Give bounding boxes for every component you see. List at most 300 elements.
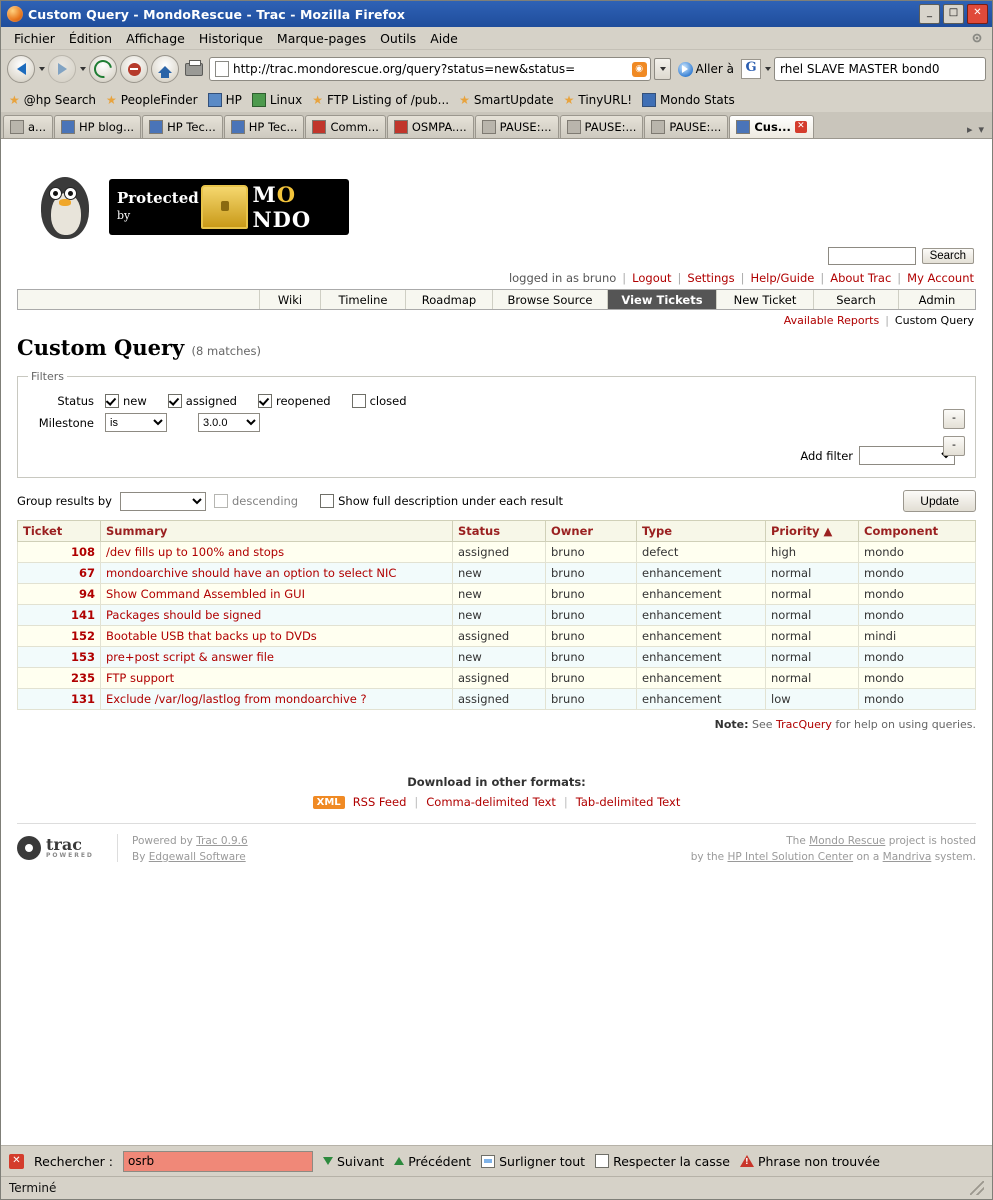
tab-strip xyxy=(1,112,992,139)
add-filter-label: Add filter xyxy=(800,448,853,463)
cell-component: mondo xyxy=(859,647,976,668)
bookmark-mondo-stats[interactable] xyxy=(642,93,735,107)
go-label: Aller à xyxy=(695,62,734,76)
download-sep: | xyxy=(414,795,419,809)
menu-historique[interactable]: Historique xyxy=(198,30,263,46)
summary-link[interactable]: Packages should be signed xyxy=(106,608,262,622)
col-component[interactable]: Component xyxy=(859,521,976,542)
tab-label: a... xyxy=(28,120,47,134)
trac-word-text: trac xyxy=(46,835,82,854)
trac-logo[interactable] xyxy=(17,834,118,862)
search-engine-dropdown-icon[interactable] xyxy=(765,67,771,71)
cell-status: new xyxy=(453,584,546,605)
checkbox-full-description-icon[interactable] xyxy=(320,494,334,508)
match-case-label: Respecter la casse xyxy=(613,1153,730,1169)
back-button[interactable] xyxy=(7,55,35,83)
cell-ticket xyxy=(18,542,101,563)
rss-icon[interactable]: ◉ xyxy=(632,62,647,77)
table-row[interactable] xyxy=(18,542,976,563)
powered-line2 xyxy=(132,850,248,866)
bookmark-label: SmartUpdate xyxy=(473,93,554,107)
metanav-about-trac[interactable]: About Trac xyxy=(830,271,892,285)
milestone-value-select[interactable] xyxy=(198,413,260,432)
milestone-label: Milestone xyxy=(38,415,94,430)
trac-page xyxy=(1,139,992,866)
menu-affichage[interactable]: Affichage xyxy=(126,30,185,46)
nav-wiki[interactable]: Wiki xyxy=(260,290,321,309)
firefox-icon xyxy=(7,6,23,22)
page-title xyxy=(17,335,976,360)
status-label: Status xyxy=(57,394,94,408)
cell-priority: normal xyxy=(766,626,859,647)
mondo-logo xyxy=(109,179,349,235)
nav-search[interactable]: Search xyxy=(814,290,899,309)
table-row[interactable] xyxy=(18,584,976,605)
ticket-link[interactable]: 131 xyxy=(70,692,95,706)
note-prefix: Note: xyxy=(714,718,749,731)
note-suffix: for help on using queries. xyxy=(835,718,976,731)
reload-button[interactable] xyxy=(89,55,117,83)
forward-button[interactable] xyxy=(48,55,76,83)
download-rss-feed[interactable]: RSS Feed xyxy=(352,795,407,809)
url-dropdown-button[interactable] xyxy=(654,58,671,80)
status-reopened-label: reopened xyxy=(275,394,331,408)
col-ticket[interactable]: Ticket xyxy=(18,521,101,542)
metanav-help-guide[interactable]: Help/Guide xyxy=(750,271,815,285)
powered-by-label: Powered by xyxy=(132,835,193,847)
group-results-row xyxy=(17,490,976,512)
table-header-row xyxy=(18,521,976,542)
trac-search-row xyxy=(17,247,976,265)
status-closed-label: closed xyxy=(369,394,407,408)
cell-ticket xyxy=(18,689,101,710)
logo-chest-icon xyxy=(201,185,248,229)
tab-osmpa[interactable] xyxy=(387,115,474,138)
update-button[interactable]: Update xyxy=(903,490,976,512)
cell-priority: high xyxy=(766,542,859,563)
group-results-label: Group results by xyxy=(17,494,112,508)
cell-owner: bruno xyxy=(546,584,637,605)
cell-status: new xyxy=(453,605,546,626)
by-label: By xyxy=(132,850,146,863)
full-description-toggle[interactable] xyxy=(320,494,563,508)
summary-link[interactable]: Exclude /var/log/lastlog from mondoarchive ? xyxy=(106,692,367,706)
checkbox-assigned-icon[interactable] xyxy=(168,394,182,408)
highlight-all-button[interactable] xyxy=(481,1154,585,1169)
page-title-text: Custom Query xyxy=(17,335,185,360)
nav-view-tickets[interactable]: View Tickets xyxy=(608,290,717,309)
find-next-label: Suivant xyxy=(336,1153,385,1169)
forward-arrow-icon xyxy=(58,63,67,75)
tab-label: OSMPA.... xyxy=(411,120,467,134)
menu-bar xyxy=(1,27,992,50)
milestone-operator-select[interactable] xyxy=(105,413,167,432)
resize-grip[interactable] xyxy=(970,1181,984,1195)
tab-close-icon[interactable]: ✕ xyxy=(795,121,807,133)
cell-component: mondo xyxy=(859,689,976,710)
footer-right-line1 xyxy=(691,834,976,850)
metanav-my-account[interactable]: My Account xyxy=(907,271,974,285)
summary-link[interactable]: pre+post script & answer file xyxy=(106,650,275,664)
trac-powered-text: POWERED xyxy=(46,852,94,859)
cell-type: enhancement xyxy=(637,689,766,710)
download-title: Download in other formats: xyxy=(407,775,586,789)
download-links xyxy=(17,795,976,809)
remove-milestone-filter-button[interactable]: - xyxy=(943,436,965,456)
subnav-sep: | xyxy=(885,314,889,327)
col-priority[interactable]: Priority ▲ xyxy=(766,521,859,542)
menu-outils[interactable]: Outils xyxy=(380,30,417,46)
summary-link[interactable]: Show Command Assembled in GUI xyxy=(106,587,305,601)
download-sep: | xyxy=(563,795,568,809)
ticket-link[interactable]: 152 xyxy=(70,629,95,643)
cell-owner: bruno xyxy=(546,542,637,563)
stop-button[interactable] xyxy=(120,55,148,83)
tab-label: PAUSE:... xyxy=(584,120,637,134)
stop-icon xyxy=(128,63,141,76)
window-title: Custom Query - MondoRescue - Trac - Mozilla Firefox xyxy=(28,6,405,22)
status-assigned[interactable] xyxy=(168,394,237,408)
cell-status: assigned xyxy=(453,689,546,710)
cell-status: assigned xyxy=(453,668,546,689)
bookmark-hp[interactable] xyxy=(208,93,242,107)
url-bar[interactable] xyxy=(209,57,651,81)
cell-summary xyxy=(101,563,453,584)
tab-favicon-icon xyxy=(736,120,750,134)
status-assigned-label: assigned xyxy=(185,394,237,408)
download-tab-delimited[interactable]: Tab-delimited Text xyxy=(575,795,681,809)
cell-priority: normal xyxy=(766,563,859,584)
tab-scroll-right-icon[interactable]: ▸ xyxy=(966,123,973,136)
status-new[interactable] xyxy=(105,394,147,408)
checkbox-match-case-icon[interactable] xyxy=(595,1154,609,1168)
add-filter-row xyxy=(28,446,965,465)
match-case-toggle[interactable] xyxy=(595,1154,730,1169)
highlight-icon xyxy=(481,1155,495,1168)
trac-search-input[interactable] xyxy=(828,247,916,265)
col-type[interactable]: Type xyxy=(637,521,766,542)
note-see: See xyxy=(752,718,773,731)
mandriva-link[interactable]: Mandriva xyxy=(882,850,932,863)
download-comma-delimited[interactable]: Comma-delimited Text xyxy=(426,795,556,809)
hp-intel-solution-center-link[interactable]: HP Intel Solution Center xyxy=(727,850,854,863)
reload-icon xyxy=(90,56,115,81)
close-button[interactable]: ✕ xyxy=(967,4,988,24)
phrase-not-found-label: Phrase non trouvée xyxy=(757,1153,880,1169)
cell-owner: bruno xyxy=(546,563,637,584)
footer-on-a: on a xyxy=(856,850,880,863)
status-new-label: new xyxy=(123,394,147,408)
match-count: (8 matches) xyxy=(191,344,261,358)
summary-link[interactable]: mondoarchive should have an option to select NIC xyxy=(106,566,397,580)
mondo-penguin-logo-icon xyxy=(35,173,97,241)
cell-summary xyxy=(101,542,453,563)
search-input[interactable] xyxy=(774,57,986,81)
note-tracquery-link[interactable]: TracQuery xyxy=(776,718,832,731)
find-input-value: osrb xyxy=(127,1154,155,1168)
print-button[interactable] xyxy=(182,57,206,81)
menu-aide[interactable]: Aide xyxy=(430,30,458,46)
star-icon: ★ xyxy=(459,93,470,107)
tab-comm[interactable] xyxy=(305,115,385,138)
nav-new-ticket[interactable]: New Ticket xyxy=(717,290,814,309)
summary-link[interactable]: /dev fills up to 100% and stops xyxy=(106,545,285,559)
go-button[interactable] xyxy=(674,62,738,77)
tab-hp-tec-1[interactable] xyxy=(142,115,223,138)
tab-label: Comm... xyxy=(330,120,379,134)
favicon-icon xyxy=(208,93,222,107)
bookmarks-toolbar xyxy=(1,88,992,112)
status-text: Terminé xyxy=(9,1181,57,1195)
warning-icon xyxy=(740,1155,754,1167)
table-row[interactable] xyxy=(18,689,976,710)
bookmark-label: PeopleFinder xyxy=(120,93,198,107)
back-arrow-icon xyxy=(17,63,26,75)
forward-dropdown-icon[interactable] xyxy=(80,67,86,71)
table-row[interactable] xyxy=(18,647,976,668)
metanav-sep: | xyxy=(820,271,825,285)
cell-component: mondo xyxy=(859,668,976,689)
tab-custom-query[interactable] xyxy=(729,115,814,138)
cell-priority: low xyxy=(766,689,859,710)
page-viewport xyxy=(1,139,992,1145)
tab-label: HP Tec... xyxy=(248,120,298,134)
metanav-sep: | xyxy=(622,271,627,285)
cell-owner: bruno xyxy=(546,668,637,689)
cell-status: assigned xyxy=(453,626,546,647)
checkbox-reopened-icon[interactable] xyxy=(258,394,272,408)
cell-priority: normal xyxy=(766,605,859,626)
cell-priority: normal xyxy=(766,647,859,668)
footer-system: system. xyxy=(934,850,976,863)
highlight-all-label: Surligner tout xyxy=(499,1153,586,1169)
query-note xyxy=(17,718,976,731)
powered-by-block xyxy=(118,834,248,866)
bookmark-hp-search[interactable] xyxy=(9,93,96,107)
tab-pause-3[interactable] xyxy=(644,115,728,138)
ticket-link[interactable]: 235 xyxy=(70,671,95,685)
metanav-sep: | xyxy=(897,271,902,285)
logo-mondo-word xyxy=(252,182,349,232)
logo-m: M xyxy=(252,182,277,207)
summary-link[interactable]: Bootable USB that backs up to DVDs xyxy=(106,629,317,643)
bookmark-label: Mondo Stats xyxy=(660,93,735,107)
subnav-available-reports[interactable]: Available Reports xyxy=(783,314,880,327)
status-bar xyxy=(1,1176,992,1199)
xml-badge-icon[interactable]: XML xyxy=(313,796,345,809)
tab-favicon-icon xyxy=(312,120,326,134)
tab-a[interactable] xyxy=(3,115,53,138)
find-label: Rechercher : xyxy=(34,1153,113,1169)
bookmark-label: HP xyxy=(225,93,242,107)
logo-protected-text xyxy=(109,191,197,223)
arrow-down-icon xyxy=(323,1157,333,1165)
ticket-link[interactable]: 67 xyxy=(78,566,95,580)
footer-right xyxy=(691,834,976,866)
menu-fichier[interactable]: Fichier xyxy=(14,30,55,46)
star-icon: ★ xyxy=(563,93,575,107)
cell-owner: bruno xyxy=(546,626,637,647)
cell-summary xyxy=(101,626,453,647)
group-results-select[interactable] xyxy=(120,492,206,511)
metanav-settings[interactable]: Settings xyxy=(687,271,735,285)
page-footer xyxy=(17,823,976,866)
cell-priority: normal xyxy=(766,584,859,605)
cell-type: enhancement xyxy=(637,626,766,647)
menu-marque-pages[interactable]: Marque-pages xyxy=(276,30,367,46)
full-description-label: Show full description under each result xyxy=(338,494,564,508)
metanav xyxy=(17,265,976,289)
cell-owner: bruno xyxy=(546,605,637,626)
metanav-sep: | xyxy=(740,271,745,285)
table-row[interactable] xyxy=(18,605,976,626)
checkbox-closed-icon[interactable] xyxy=(352,394,366,408)
tab-favicon-icon xyxy=(482,120,496,134)
cell-summary xyxy=(101,689,453,710)
tab-label: PAUSE:... xyxy=(669,120,722,134)
ticket-link[interactable]: 141 xyxy=(70,608,95,622)
checkbox-new-icon[interactable] xyxy=(105,394,119,408)
logo-protected-word: Protected xyxy=(117,189,199,208)
bookmark-label: Linux xyxy=(269,93,303,107)
bookmark-peoplefinder[interactable] xyxy=(106,93,198,107)
site-banner xyxy=(17,139,976,253)
maximize-button[interactable]: □ xyxy=(943,4,964,24)
nav-timeline[interactable]: Timeline xyxy=(321,290,406,309)
cell-ticket xyxy=(18,584,101,605)
nav-admin[interactable]: Admin xyxy=(918,292,956,307)
cell-component: mondo xyxy=(859,605,976,626)
tab-label: Cus... xyxy=(754,120,791,134)
tab-favicon-icon xyxy=(394,120,408,134)
descending-toggle[interactable] xyxy=(214,494,298,508)
tab-favicon-icon xyxy=(651,120,665,134)
tab-pause-1[interactable] xyxy=(475,115,559,138)
nav-roadmap[interactable]: Roadmap xyxy=(406,290,493,309)
trac-gear-icon xyxy=(17,836,41,860)
cell-type: defect xyxy=(637,542,766,563)
tab-hp-blog[interactable] xyxy=(54,115,141,138)
cell-ticket xyxy=(18,563,101,584)
cell-component: mondo xyxy=(859,584,976,605)
metanav-logout[interactable]: Logout xyxy=(632,271,672,285)
tab-label: HP blog... xyxy=(79,120,135,134)
footer-hosted: project is hosted xyxy=(888,835,976,847)
tab-hp-tec-2[interactable] xyxy=(224,115,305,138)
tab-favicon-icon xyxy=(149,120,163,134)
url-text: http://trac.mondorescue.org/query?status=new&status= xyxy=(233,62,576,76)
find-next-button[interactable] xyxy=(323,1154,384,1169)
table-row[interactable] xyxy=(18,563,976,584)
mondo-rescue-link[interactable]: Mondo Rescue xyxy=(809,835,886,847)
ticket-link[interactable]: 94 xyxy=(78,587,95,601)
cell-ticket xyxy=(18,605,101,626)
tab-favicon-icon xyxy=(567,120,581,134)
cell-ticket xyxy=(18,647,101,668)
tab-favicon-icon xyxy=(61,120,75,134)
bookmark-linux[interactable] xyxy=(252,93,302,107)
logo-ndo: NDO xyxy=(252,207,312,232)
checkbox-descending-icon[interactable] xyxy=(214,494,228,508)
nav-browse-source[interactable]: Browse Source xyxy=(493,290,608,309)
table-row[interactable] xyxy=(18,626,976,647)
cell-summary xyxy=(101,605,453,626)
minimize-button[interactable]: _ xyxy=(919,4,940,24)
menu-edition[interactable]: Édition xyxy=(68,30,113,46)
cell-status: new xyxy=(453,563,546,584)
trac-version-link[interactable]: Trac 0.9.6 xyxy=(196,835,248,847)
trac-logo-word xyxy=(46,837,94,859)
cell-status: assigned xyxy=(453,542,546,563)
tab-pause-2[interactable] xyxy=(560,115,644,138)
remove-status-filter-button[interactable]: - xyxy=(943,409,965,429)
cell-component: mindi xyxy=(859,626,976,647)
bookmark-tinyurl[interactable] xyxy=(564,93,632,107)
tickets-table xyxy=(17,520,976,710)
logo-o: O xyxy=(276,182,296,207)
table-row[interactable] xyxy=(18,668,976,689)
ticket-link[interactable]: 108 xyxy=(70,545,95,559)
cell-component: mondo xyxy=(859,542,976,563)
cell-type: enhancement xyxy=(637,563,766,584)
star-icon: ★ xyxy=(9,93,20,107)
star-icon: ★ xyxy=(106,93,117,107)
ticket-link[interactable]: 153 xyxy=(70,650,95,664)
home-button[interactable] xyxy=(151,55,179,83)
filters-panel xyxy=(17,370,976,478)
logo-by-word: by xyxy=(117,209,131,222)
favicon-icon xyxy=(252,93,266,107)
home-icon xyxy=(158,66,172,73)
bookmark-ftp-listing[interactable] xyxy=(312,93,449,107)
gear-icon[interactable] xyxy=(970,31,984,45)
login-status: logged in as bruno xyxy=(508,271,617,285)
bookmark-label: TinyURL! xyxy=(578,93,633,107)
footer-right-line2 xyxy=(691,850,976,866)
cell-type: enhancement xyxy=(637,647,766,668)
col-owner[interactable]: Owner xyxy=(546,521,637,542)
edgewall-link[interactable]: Edgewall Software xyxy=(148,850,246,863)
col-summary[interactable]: Summary xyxy=(101,521,453,542)
cell-summary xyxy=(101,668,453,689)
col-status[interactable]: Status xyxy=(453,521,546,542)
cell-summary xyxy=(101,647,453,668)
cell-component: mondo xyxy=(859,563,976,584)
google-search-icon[interactable]: G xyxy=(741,59,761,79)
bookmark-label: @hp Search xyxy=(23,93,97,107)
status-reopened[interactable] xyxy=(258,394,331,408)
trac-search-button[interactable]: Search xyxy=(922,248,974,264)
bookmark-smartupdate[interactable] xyxy=(459,93,554,107)
tab-list-dropdown-icon[interactable]: ▾ xyxy=(978,123,984,136)
find-previous-button[interactable] xyxy=(394,1154,471,1169)
arrow-up-icon xyxy=(394,1157,404,1165)
status-closed[interactable] xyxy=(352,394,407,408)
cell-ticket xyxy=(18,626,101,647)
find-previous-label: Précédent xyxy=(408,1153,472,1169)
back-dropdown-icon[interactable] xyxy=(39,67,45,71)
mainnav-spacer xyxy=(18,290,260,309)
window-titlebar xyxy=(1,1,992,27)
find-close-icon[interactable]: ✕ xyxy=(9,1154,24,1169)
page-icon xyxy=(215,61,229,77)
add-filter-select[interactable] xyxy=(859,446,955,465)
find-input[interactable] xyxy=(123,1151,313,1172)
summary-link[interactable]: FTP support xyxy=(106,671,175,685)
cell-type: enhancement xyxy=(637,584,766,605)
filters-legend: Filters xyxy=(31,370,64,383)
tab-scroll-controls xyxy=(961,123,990,138)
